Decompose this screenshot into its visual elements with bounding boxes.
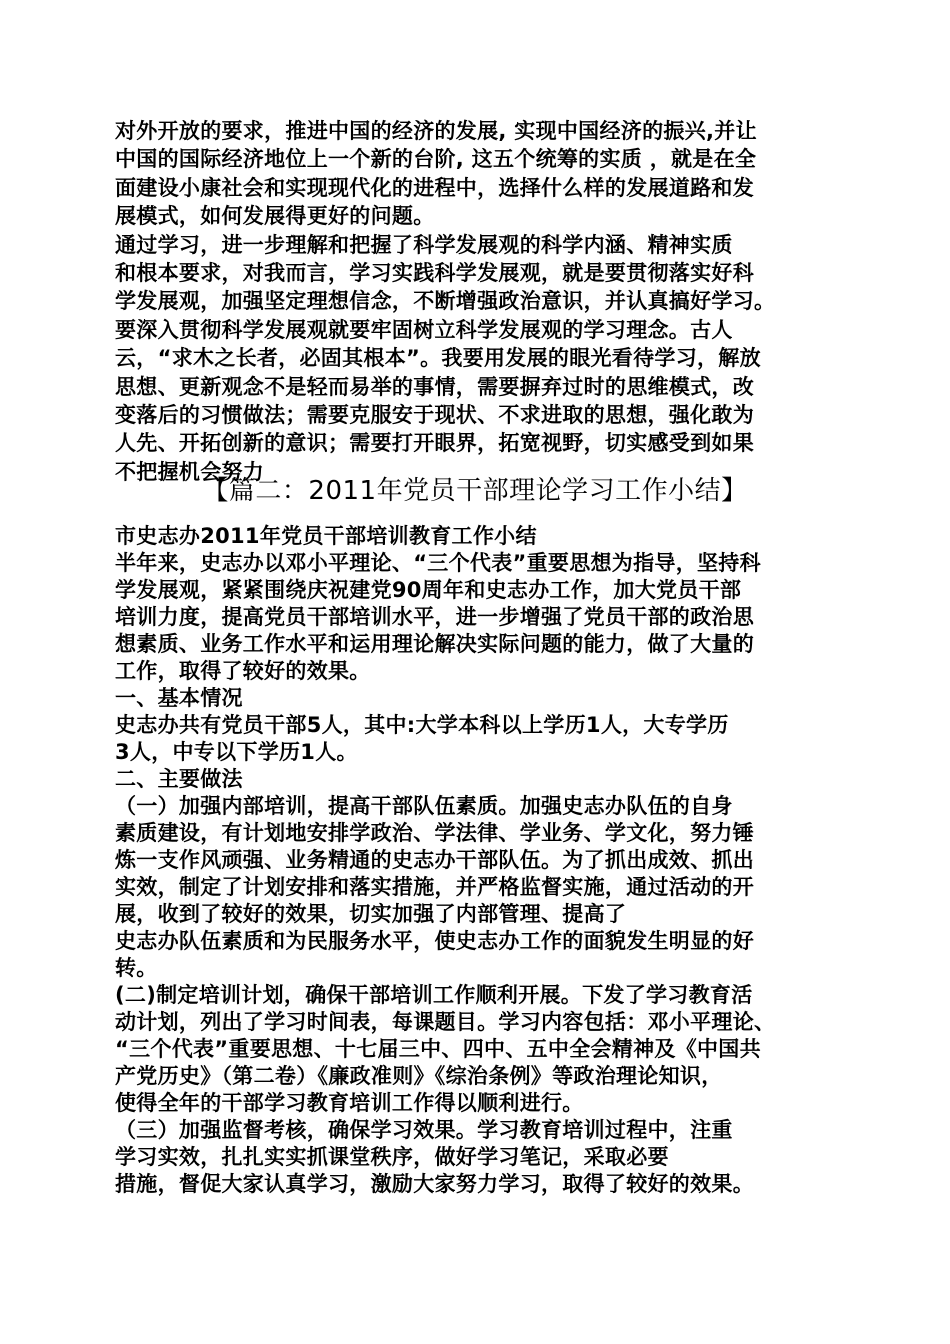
text-line: 炼一支作风顽强、业务精通的史志办干部队伍。为了抓出成效、抓出 <box>115 848 754 872</box>
text-line: 变落后的习惯做法；需要克服安于现状、不求进取的思想，强化敢为 <box>115 403 754 427</box>
text-line: 素质建设，有计划地安排学政治、学法律、学业务、学文化，努力锤 <box>115 821 754 845</box>
text-line: 实效，制定了计划安排和落实措施，并严格监督实施，通过活动的开 <box>115 875 754 899</box>
text-line: 不把握机会努力 <box>115 459 265 484</box>
text-line: 一、基本情况 <box>115 686 243 710</box>
text-line: 使得全年的干部学习教育培训工作得以顺利进行。 <box>115 1091 584 1115</box>
text-line: 中国的国际经济地位上一个新的台阶, 这五个统筹的实质 ，就是在全 <box>115 147 757 172</box>
text-line: 培训力度，提高党员干部培训水平，进一步增强了党员干部的政治思 <box>115 605 754 629</box>
text-line: 史志办共有党员干部5人，其中:大学本科以上学历1人，大专学历 <box>115 713 729 737</box>
text-line: 半年来，史志办以邓小平理论、“三个代表”重要思想为指导，坚持科 <box>115 551 761 575</box>
text-line: 市史志办2011年党员干部培训教育工作小结 <box>115 524 537 548</box>
section-2-heading: 【篇二：2011年党员干部理论学习工作小结】 <box>202 476 748 506</box>
text-line: 转。 <box>115 956 158 980</box>
text-line: 对外开放的要求，推进中国的经济的发展, 实现中国经济的振兴,并让 <box>115 119 757 143</box>
text-line: 想素质、业务工作水平和运用理论解决实际问题的能力，做了大量的 <box>115 632 754 656</box>
text-line: 通过学习，进一步理解和把握了科学发展观的科学内涵、精神实质 <box>115 232 733 257</box>
text-line: 和根本要求，对我而言，学习实践科学发展观，就是要贯彻落实好科 <box>115 261 754 285</box>
text-line: （一）加强内部培训，提高干部队伍素质。加强史志办队伍的自身 <box>115 794 733 818</box>
text-line: 学习实效，扎扎实实抓课堂秩序，做好学习笔记，采取必要 <box>115 1145 669 1169</box>
text-line: 3人，中专以下学历1人。 <box>115 740 358 764</box>
text-line: 展，收到了较好的效果，切实加强了内部管理、提高了 <box>115 902 627 926</box>
text-line: 人先、开拓创新的意识；需要打开眼界，拓宽视野，切实感受到如果 <box>115 431 754 456</box>
text-line: (二)制定培训计划，确保干部培训工作顺利开展。下发了学习教育活 <box>115 983 753 1007</box>
text-line: 云，“求木之长者，必固其根本”。我要用发展的眼光看待学习，解放 <box>115 346 761 371</box>
text-line: 产党历史》（第二卷）《廉政准则》《综治条例》等政治理论知识， <box>115 1064 723 1088</box>
text-line: “三个代表”重要思想、十七届三中、四中、五中全会精神及《中国共 <box>115 1037 761 1061</box>
text-line: 面建设小康社会和实现现代化的进程中，选择什么样的发展道路和发 <box>115 175 754 200</box>
text-line: 学发展观，加强坚定理想信念，不断增强政治意识，并认真搞好学习。 <box>115 289 776 314</box>
text-line: 要深入贯彻科学发展观就要牢固树立科学发展观的学习理念。古人 <box>115 317 733 342</box>
text-line: 史志办队伍素质和为民服务水平，使史志办工作的面貌发生明显的好 <box>115 929 754 953</box>
text-line: （三）加强监督考核，确保学习效果。学习教育培训过程中，注重 <box>115 1118 733 1142</box>
text-line: 展模式，如何发展得更好的问题。 <box>115 204 435 229</box>
text-line: 动计划，列出了学习时间表，每课题目。学习内容包括：邓小平理论、 <box>115 1010 776 1034</box>
text-line: 学发展观，紧紧围绕庆祝建党90周年和史志办工作，加大党员干部 <box>115 578 742 602</box>
text-line: 措施，督促大家认真学习，激励大家努力学习，取得了较好的效果。 <box>115 1172 754 1196</box>
text-line: 二、主要做法 <box>115 767 243 791</box>
text-line: 思想、更新观念不是轻而易举的事情，需要摒弃过时的思维模式，改 <box>115 374 754 399</box>
text-line: 工作，取得了较好的效果。 <box>115 659 371 683</box>
